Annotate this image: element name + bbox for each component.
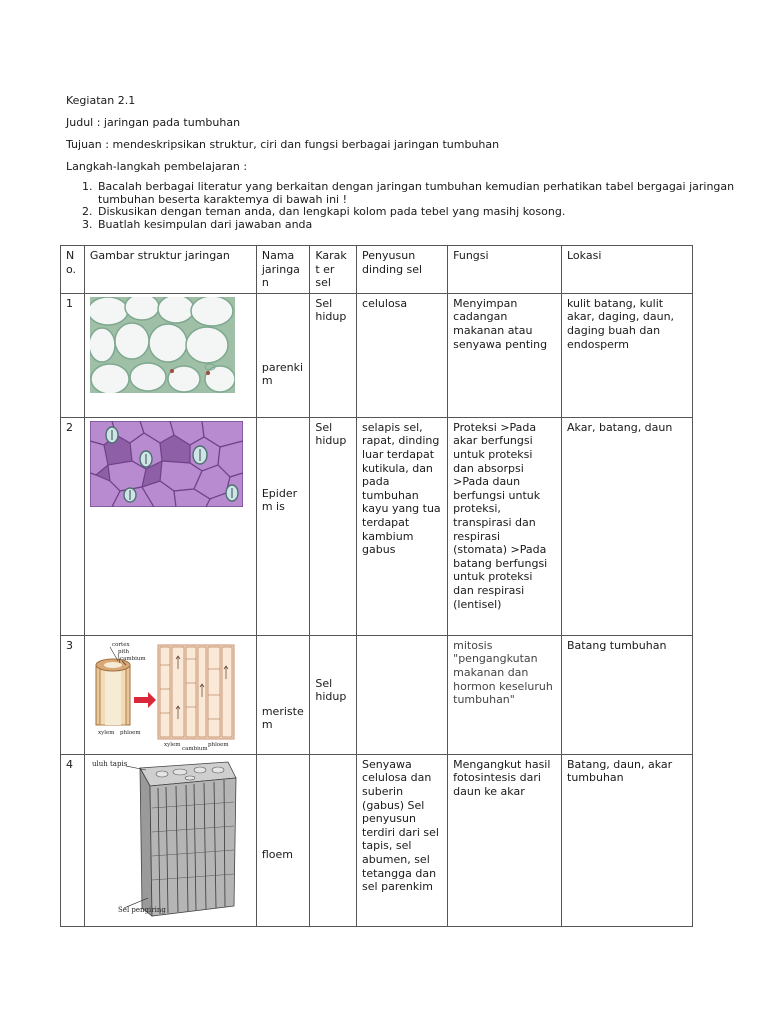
label-phloem: phloem xyxy=(119,729,141,736)
parenchyma-image xyxy=(90,297,235,393)
table-row xyxy=(61,293,693,417)
cell-fungsi: mitosis "pengangkutan makanan dan hormon keseluruh tumbuhan" xyxy=(448,635,562,754)
table-row xyxy=(61,754,693,926)
cell-karakter: Sel hidup xyxy=(310,417,357,635)
epidermis-image xyxy=(90,421,243,507)
label-pith: pith xyxy=(117,648,129,655)
cell-no: 1 xyxy=(61,293,85,417)
label-phloem-2: phloem xyxy=(207,741,229,748)
cell-lokasi: Batang tumbuhan xyxy=(562,635,693,754)
header-fungsi: Fungsi xyxy=(448,246,562,294)
cell-penyusun: celulosa xyxy=(357,293,448,417)
header-lokasi: Lokasi xyxy=(562,246,693,294)
cell-image xyxy=(84,754,256,926)
cell-no: 4 xyxy=(61,754,85,926)
cell-fungsi: Menyimpan cadangan makanan atau senyawa penting xyxy=(448,293,562,417)
header-penyusun: Penyusun dinding sel xyxy=(357,246,448,294)
label-uluh-tapis: uluh tapis xyxy=(91,759,128,768)
meristem-image xyxy=(90,639,240,751)
table-row xyxy=(61,417,693,635)
label-cambium-2: cambium xyxy=(181,745,208,751)
table-header-row xyxy=(61,246,693,294)
nama-text: floem xyxy=(261,847,293,861)
steps-list xyxy=(66,181,736,231)
label-cambium: cambium xyxy=(119,655,146,662)
step-item: 2. Diskusikan dengan teman anda, dan lengkapi kolom pada tebel yang masihj kosong. xyxy=(96,206,736,219)
cell-no: 2 xyxy=(61,417,85,635)
cell-nama xyxy=(256,417,310,635)
nama-text: Epiderm is xyxy=(261,486,298,514)
label-xylem: xylem xyxy=(97,729,115,736)
judul-line: Judul : jaringan pada tumbuhan xyxy=(66,116,241,129)
label-sel-pengiring: Sel pengiring xyxy=(117,905,166,914)
nama-text: parenki m xyxy=(261,360,304,388)
cell-karakter xyxy=(310,754,357,926)
step-item: 3. Buatlah kesimpulan dari jawaban anda xyxy=(96,219,736,232)
cell-no: 3 xyxy=(61,635,85,754)
cell-nama xyxy=(256,635,310,754)
label-xylem-2: xylem xyxy=(163,741,181,748)
cell-penyusun: selapis sel, rapat, dinding luar terdapat kutikula, dan pada tumbuhan kayu yang tua terdapat kambium gabus xyxy=(357,417,448,635)
langkah-heading: Langkah-langkah pembelajaran : xyxy=(66,160,248,173)
fungsi-text: Proteksi >Pada akar berfungsi untuk proteksi dan absorpsi >Pada daun berfungsi untuk proteksi, transpirasi dan respirasi (stomata) >Pada batang berfungsi untuk proteksi dan respirasi (lentisel) xyxy=(453,420,548,611)
cell-penyusun: Senyawa celulosa dan suberin (gabus) Sel penyusun terdiri dari sel tapis, sel abumen, sel tetangga dan sel parenkim xyxy=(357,754,448,926)
tissue-table xyxy=(60,245,693,927)
cell-karakter xyxy=(310,635,357,754)
cell-penyusun xyxy=(357,635,448,754)
cell-nama xyxy=(256,754,310,926)
step-item: 1. Bacalah berbagai literatur yang berkaitan dengan jaringan tumbuhan kemudian perhatikan tabel bergagai jaringan tumbuhan beserta karaktemya di bawah ini ! xyxy=(96,181,736,206)
cell-karakter: Sel hidup xyxy=(310,293,357,417)
header-no: No. xyxy=(61,246,85,294)
phloem-image xyxy=(90,758,240,923)
cell-fungsi xyxy=(448,417,562,635)
header-gambar: Gambar struktur jaringan xyxy=(84,246,256,294)
table-row xyxy=(61,635,693,754)
cell-lokasi: Akar, batang, daun xyxy=(562,417,693,635)
cell-image xyxy=(84,635,256,754)
cell-image xyxy=(84,417,256,635)
cell-image xyxy=(84,293,256,417)
cell-lokasi: kulit batang, kulit akar, daging, daun, daging buah dan endosperm xyxy=(562,293,693,417)
cell-nama xyxy=(256,293,310,417)
tujuan-line: Tujuan : mendeskripsikan struktur, ciri dan fungsi berbagai jaringan tumbuhan xyxy=(66,138,500,151)
label-cortex: cortex xyxy=(111,641,130,648)
header-nama: Nama jaringan xyxy=(256,246,310,294)
cell-lokasi: Batang, daun, akar tumbuhan xyxy=(562,754,693,926)
nama-text: meriste m xyxy=(261,704,304,732)
cell-fungsi: Mengangkut hasil fotosintesis dari daun ke akar xyxy=(448,754,562,926)
header-karakter: Karakt er sel xyxy=(310,246,357,294)
kegiatan-title: Kegiatan 2.1 xyxy=(66,94,136,107)
karakter-text: Sel hidup xyxy=(315,676,347,704)
